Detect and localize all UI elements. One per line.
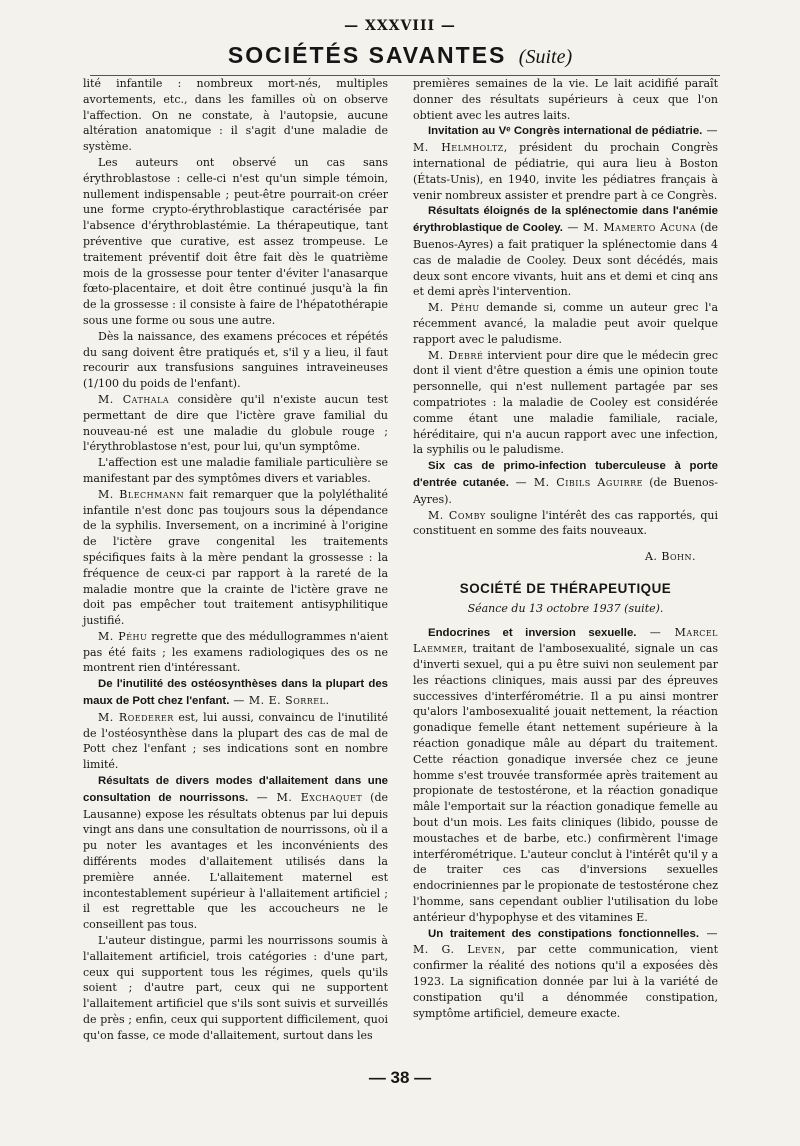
paragraph: lité infantile : nombreux mort-nés, multiples avortements, etc., dans les familles où on observe l'affection. On ne constate, à l'autopsie, aucune altération anatomique : il s'agit d'une maladie de système. [83, 77, 388, 154]
communication-title: Résultats éloignés de la splénectomie dans l'anémie érythroblastique de Cooley. [413, 205, 718, 235]
paragraph: Les auteurs ont observé un cas sans érythroblastose : celle-ci n'est qu'un simple témoin, nullement indispensable ; peut-être pourrait-on créer une forme crypto-érythroblastique caractérisée par l'absence d'érythroblastémie. La thérapeutique, tant préventive que curative, est assez trompeuse. Le traitement préventif doit être fait dès le quatrième mois de la grossesse pour tenter d'éviter l'anasarque fœto-placentaire, et doit être continué jusqu'à la fin de la grossesse : il consiste à faire de l'hépatothérapie sous une forme ou sous une autre. [83, 155, 388, 327]
paragraph: L'affection est une maladie familiale particulière se manifestant par des symptômes divers et variables. [83, 456, 388, 485]
society-title: SOCIÉTÉ DE THÉRAPEUTIQUE [459, 580, 672, 596]
paragraph: M. Péhu demande si, comme un auteur grec l'a récemment avancé, la maladie peut avoir quelque rapport avec le paludisme. [413, 301, 719, 346]
communication-author: — M. Helmholtz [413, 124, 718, 155]
session-date: Séance du 13 octobre 1937 (suite). [467, 601, 664, 615]
communication-heading: Invitation au Vᵉ Congrès international de pédiatrie. — M. Helmholtz, président du prochain Congrès international de pédiatrie, qui aura lieu à Boston (États-Unis), en 1940, invite les pédiatres français à venir nombreux assister et prendre part à ce Congrès. [413, 124, 718, 202]
communication-heading: Résultats de divers modes d'allaitement dans une consultation de nourrissons. — M. Exchaquet (de Lausanne) expose les résultats obtenus par lui depuis vingt ans dans une consultation de nourrissons, où il a pu noter les avantages et les inconvénients des différents modes d'allaitement utilisés dans la première année. L'allaitement maternel est incontestablement supérieur à l'allaitement artificiel ; il est regrettable que les accoucheurs ne le conseillent pas tous. [83, 775, 388, 932]
section-header [0, 42, 800, 69]
communication-author: — M. E. Sorrel. [229, 694, 330, 708]
communication-author: — M. Exchaquet [248, 790, 363, 804]
paragraph: M. Roederer est, lui aussi, convaincu de l'inutilité de l'ostéosynthèse dans la plupart des cas de mal de Pott chez l'enfant ; ses indications sont en nombre limité. [83, 710, 389, 772]
paragraph: M. Blechmann fait remarquer que la polyléthalité infantile n'est donc pas toujours sous la dépendance de la syphilis. Inversement, on a incriminé à l'origine de l'ictère grave congenital les traitements spécifiques faits à la mère pendant la grossesse : la fréquence de ceux-ci par rapport à la rareté de la maladie montre que la crainte de l'ictère grave ne doit pas empêcher tout traitement antisyphilitique justifié. [83, 487, 388, 628]
communication-title: Endocrines et inversion sexuelle. [428, 626, 637, 639]
section-suite: (Suite) [518, 46, 573, 68]
speaker-name: M. Péhu [428, 301, 480, 315]
roman-folio: — XXXVIII — [344, 18, 456, 34]
communication-title: Six cas de primo-infection tuberculeuse à porte d'entrée cutanée. [413, 460, 718, 489]
paragraph: M. Péhu regrette que des médullogrammes n'aient pas été faits ; les examens radiologiques des os ne montrent rien d'intéressant. [83, 629, 389, 675]
communication-heading: Un traitement des constipations fonctionnelles. — M. G. Leven, par cette communication, vient confirmer la réalité des notions qu'il a exposées dès 1923. La signification donnée par lui à la variété de constipation qu'il a dénommée constipation, symptôme artificiel, demeure exacte. [413, 926, 718, 1020]
communication-author: — M. Cibils Aguirre [508, 475, 644, 489]
paragraph: M. Debré intervient pour dire que le médecin grec dont il vient d'être question a émis une opinion toute personnelle, qui n'est nullement partagée par ses compatriotes : la maladie de Cooley est considérée comme étant une maladie familiale, raciale, héréditaire, qui n'a aucun rapport avec une infection, la syphilis ou le paludisme. [413, 348, 718, 457]
communication-author: — Marcel Laemmer [413, 625, 718, 656]
speaker-name: M. Comby [428, 508, 486, 522]
paragraph: Dès la naissance, des examens précoces et répétés du sang doivent être pratiqués et, s'il y a lieu, il faut recourir aux transfusions sanguines intraveineuses (1/100 du poids de l'enfant). [83, 329, 388, 391]
left-column [83, 76, 388, 1044]
communication-heading: Six cas de primo-infection tuberculeuse à porte d'entrée cutanée. — M. Cibils Aguirre (de Buenos-Ayres). [413, 460, 718, 506]
communication-title: Invitation au Vᵉ Congrès international de pédiatrie. [428, 125, 703, 138]
speaker-name: M. Roederer [98, 710, 174, 724]
communication-author: — M. G. Leven [413, 926, 718, 957]
paragraph: premières semaines de la vie. Le lait acidifié paraît donner des résultats supérieurs à ceux que l'on obtient avec les autres laits. [413, 77, 718, 122]
paragraph: M. Comby souligne l'intérêt des cas rapportés, qui constituent en somme des faits nouveaux. [413, 508, 718, 538]
communication-title: Résultats de divers modes d'allaitement dans une consultation de nourrissons. [83, 775, 388, 804]
communication-author: — M. Mamerto Acuna [562, 221, 697, 235]
communication-title: Un traitement des constipations fonctionnelles. [428, 927, 699, 940]
communication-title: De l'inutilité des ostéosynthèses dans la plupart des maux de Pott chez l'enfant. [83, 678, 388, 708]
communication-heading [83, 676, 388, 710]
paragraph: M. Cathala considère qu'il n'existe aucun test permettant de dire que l'ictère grave familial du nouveau-né est une maladie du globule rouge ; l'érythroblastose n'est, pour lui, qu'un symptôme. [83, 392, 388, 454]
page-number: — 38 — [368, 1068, 432, 1087]
section-title: SOCIÉTÉS SAVANTES [227, 42, 507, 68]
speaker-name: M. Blechmann [98, 487, 185, 501]
paragraph: L'auteur distingue, parmi les nourrissons soumis à l'allaitement artificiel, trois catégories : d'une part, ceux qui supportent tous les régimes, quels qu'ils soient ; d'autre part, ceux qui ne supportent l'allaitement artificiel que s'ils sont suivis et surveillés de près ; enfin, ceux qui supportent difficilement, quoi qu'on fasse, ce mode d'allaitement, surtout dans les [83, 934, 388, 1042]
communication-heading: Endocrines et inversion sexuelle. — Marcel Laemmer, traitant de l'ambosexualité, signale un cas d'inverti sexuel, qui a pu être suivi non seulement par les réactions cliniques, mais aussi par des épreuves successives d'interférométrie. Il a pu ainsi montrer qu'alors l'ambosexualité jouait nettement, la réaction gonadique femelle étant nettement supérieure à la réaction gonadique mâle au départ du traitement. Cette réaction gonadique inversée chez ce jeune homme s'est trouvée transformée après traitement au propionate de testostérone, et la réaction gonadique mâle l'emportait sur la réaction gonadique femelle au bout d'un mois. Les faits cliniques (libido, pousse de moustaches et de barbe, etc.) confirmèrent l'image interférométrique. L'auteur conclut à l'intérêt qu'il y a de traiter ces cas d'inversions sexuelles endocriniennes par le propionate de testostérone chez l'homme, sans cependant oublier l'utilisation du lobe antérieur d'hypophyse et des vitamines E. [413, 625, 718, 924]
speaker-name: M. Cathala [98, 392, 170, 406]
speaker-name: M. Debré [428, 348, 484, 362]
speaker-name: M. Péhu [98, 629, 148, 643]
communication-heading: Résultats éloignés de la splénectomie dans l'anémie érythroblastique de Cooley. — M. Mamerto Acuna (de Buenos-Ayres) a fait pratiquer la splénectomie dans 4 cas de maladie de Cooley. Deux sont décédés, mais deux sont encore vivants, huit ans et demi et cinq ans et demi après l'intervention. [413, 205, 718, 299]
report-signature: A. Bohn. [644, 550, 696, 564]
right-column [413, 76, 718, 1021]
